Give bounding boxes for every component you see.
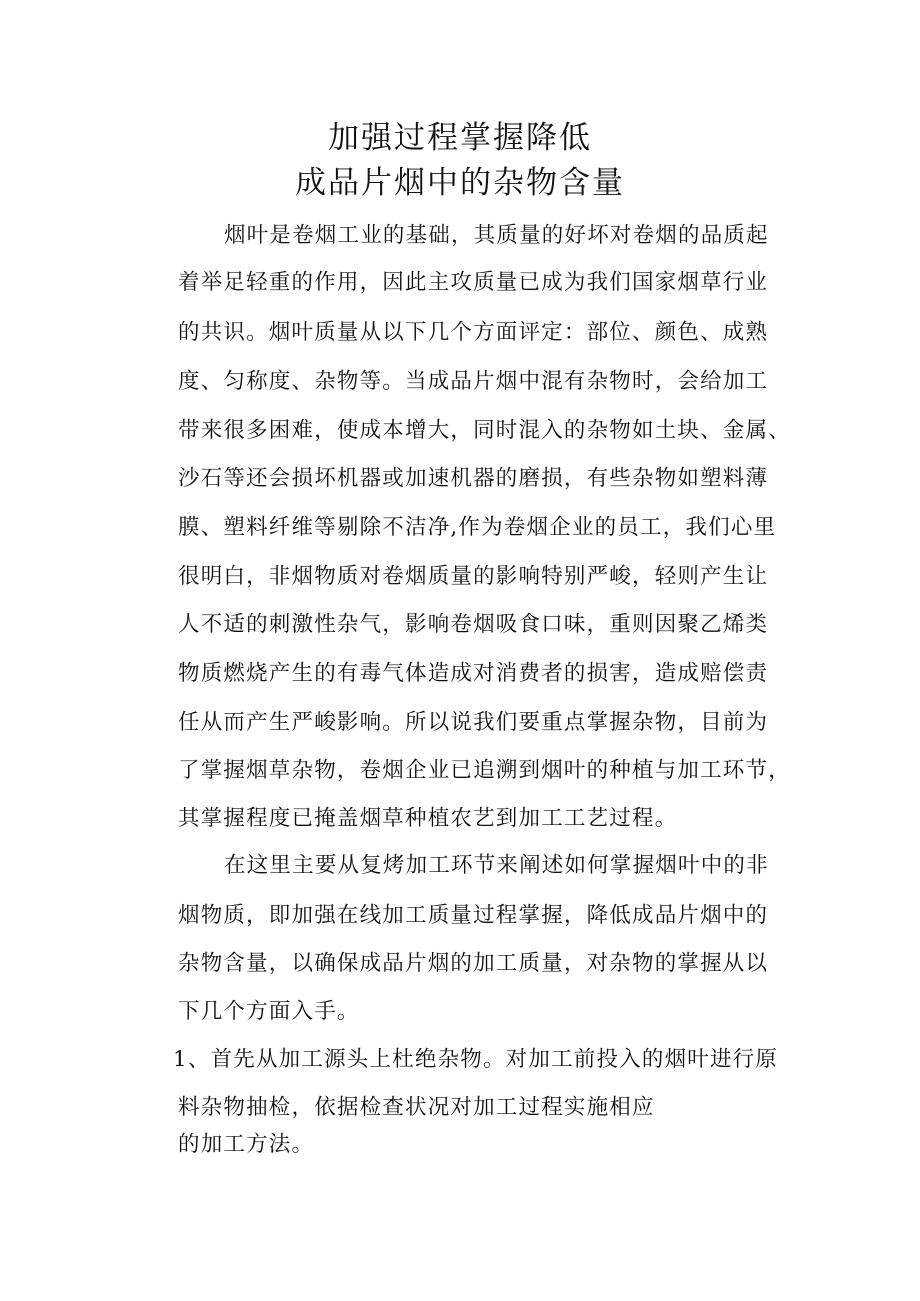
paragraph1-line: 烟叶是卷烟工业的基础，其质量的好坏对卷烟的品质起 — [224, 223, 769, 248]
document-title-line2: 成品片烟中的杂物含量 — [295, 165, 625, 201]
paragraph1-line: 任从而产生严峻影响。所以说我们要重点掌握杂物，目前为 — [178, 710, 769, 735]
paragraph1-line: 沙石等还会损坏机器或加速机器的磨损，有些杂物如塑料薄 — [178, 466, 769, 491]
paragraph1-line: 人不适的刺激性杂气，影响卷烟吸食口味，重则因聚乙烯类 — [178, 612, 769, 637]
paragraph3-line: 1、首先从加工源头上杜绝杂物。对加工前投入的烟叶进行原 — [173, 1047, 779, 1072]
paragraph1-line: 的共识。烟叶质量从以下几个方面评定：部位、颜色、成熟 — [178, 320, 769, 345]
paragraph1-line: 着举足轻重的作用，因此主攻质量已成为我们国家烟草行业 — [178, 270, 769, 295]
paragraph1-line: 其掌握程度已掩盖烟草种植农艺到加工工艺过程。 — [178, 806, 678, 831]
paragraph1-line: 物质燃烧产生的有毒气体造成对消费者的损害，造成赔偿责 — [178, 661, 769, 686]
paragraph2-line: 在这里主要从复烤加工环节来阐述如何掌握烟叶中的非 — [224, 853, 769, 878]
paragraph3-line: 料杂物抽检，依据检查状况对加工过程实施相应 — [178, 1095, 655, 1120]
paragraph2-line: 杂物含量，以确保成品片烟的加工质量，对杂物的掌握从以 — [178, 951, 769, 976]
paragraph1-line: 带来很多困难，使成本增大，同时混入的杂物如土块、金属、 — [178, 418, 791, 443]
paragraph1-line: 度、匀称度、杂物等。当成品片烟中混有杂物时，会给加工 — [178, 369, 769, 394]
paragraph3-line: 的加工方法。 — [178, 1132, 315, 1157]
paragraph1-line: 膜、塑料纤维等剔除不洁净,作为卷烟企业的员工，我们心里 — [178, 515, 777, 540]
paragraph1-line: 很明白，非烟物质对卷烟质量的影响特别严峻，轻则产生让 — [178, 564, 769, 589]
document-title-line1: 加强过程掌握降低 — [328, 120, 592, 156]
paragraph2-line: 下几个方面入手。 — [178, 999, 360, 1024]
paragraph1-line: 了掌握烟草杂物，卷烟企业已追溯到烟叶的种植与加工环节， — [178, 758, 791, 783]
paragraph2-line: 烟物质，即加强在线加工质量过程掌握，降低成品片烟中的 — [178, 903, 769, 928]
